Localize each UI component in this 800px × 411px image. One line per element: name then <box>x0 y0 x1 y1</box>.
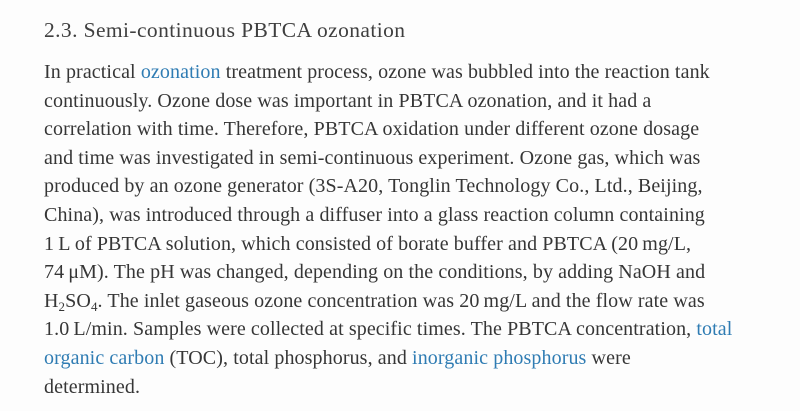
inline-link[interactable]: total <box>696 318 733 341</box>
text-run: continuously. Ozone dose was important in PBTCA ozonation, and it had a <box>44 89 652 112</box>
section-paragraph <box>44 58 772 401</box>
text-run: correlation with time. Therefore, PBTCA oxidation under different ozone dosage <box>44 118 700 141</box>
inline-link[interactable]: inorganic phosphorus <box>412 346 587 369</box>
text-run: China), was introduced through a diffuser into a glass reaction column containing <box>44 203 705 226</box>
text-run: treatment process, ozone was bubbled into the reaction tank <box>220 61 710 83</box>
text-run: produced by an ozone generator (3S-A20, Tonglin Technology Co., Ltd., Beijing, <box>44 175 703 198</box>
paragraph-line <box>44 287 772 316</box>
text-run: and time was investigated in semi-continuous experiment. Ozone gas, which was <box>44 146 701 169</box>
paragraph-line <box>44 258 772 287</box>
subscript-text: 4 <box>90 298 98 314</box>
text-run: SO <box>65 289 91 312</box>
paragraph-line <box>44 315 772 344</box>
paragraph-line <box>44 115 772 144</box>
text-run: H <box>44 289 59 312</box>
paragraph-line <box>44 373 772 402</box>
paragraph-line <box>44 58 772 87</box>
paragraph-line <box>44 172 772 201</box>
text-run: (TOC), total phosphorus, and <box>164 346 413 369</box>
section-heading: 2.3. Semi-continuous PBTCA ozonation <box>44 18 406 42</box>
inline-link[interactable]: ozonation <box>140 61 221 83</box>
text-run: 74 μM). The pH was changed, depending on the conditions, by adding NaOH and <box>44 261 706 284</box>
inline-link[interactable]: organic carbon <box>44 346 165 369</box>
subscript-text: 2 <box>58 298 66 314</box>
paragraph-line <box>44 230 772 259</box>
text-run: In practical <box>44 61 141 83</box>
paragraph-line <box>44 344 772 373</box>
paragraph-line <box>44 87 772 116</box>
text-run: . The inlet gaseous ozone concentration was 20 mg/L and the flow rate was <box>97 289 705 312</box>
text-run: 1 L of PBTCA solution, which consisted of borate buffer and PBTCA (20 mg/L, <box>44 232 692 255</box>
paragraph-line <box>44 144 772 173</box>
text-run: 1.0 L/min. Samples were collected at specific times. The PBTCA concentration, <box>44 318 697 341</box>
paragraph-line <box>44 201 772 230</box>
text-run: determined. <box>44 375 141 398</box>
text-run: were <box>586 346 631 369</box>
